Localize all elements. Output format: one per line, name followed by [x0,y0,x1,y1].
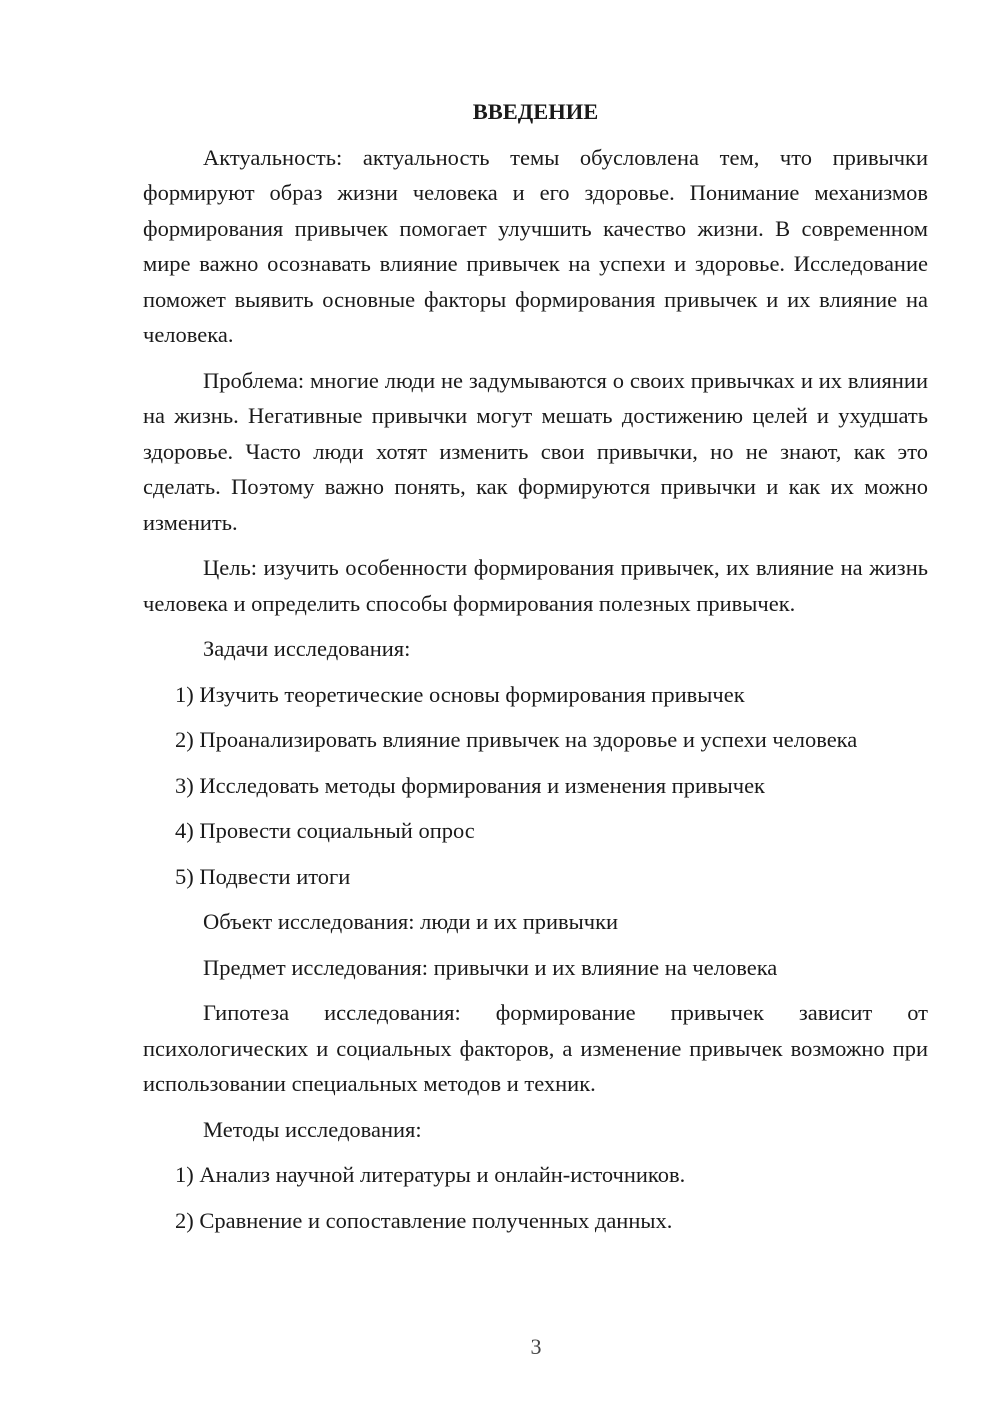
hypothesis-paragraph: Гипотеза исследования: формирование привычек зависит от психологических и социальных факторов, а изменение привычек возможно при использовании специальных методов и техник. [143,1000,928,1096]
task-item: 1) Изучить теоретические основы формирования привычек [175,681,745,707]
research-object: Объект исследования: люди и их привычки [203,909,619,934]
task-item: 3) Исследовать методы формирования и изменения привычек [175,772,765,798]
method-item: 2) Сравнение и сопоставление полученных данных. [175,1207,673,1233]
page-title: ВВЕДЕНИЕ [472,99,599,124]
relevance-paragraph: Актуальность: актуальность темы обусловлена тем, что привычки формируют образ жизни человека и его здоровье. Понимание механизмов формирования привычек помогает улучшить качество жизни. В современном мире важно осознавать влияние привычек на успехи и здоровье. Исследование поможет выявить основные факторы формирования привычек и их влияние на человека. [143,144,928,347]
task-item: 4) Провести социальный опрос [175,818,475,843]
page-number: 3 [530,1334,542,1359]
page-content [143,94,928,1248]
research-subject: Предмет исследования: привычки и их влияние на человека [203,954,778,980]
goal-paragraph: Цель: изучить особенности формирования привычек, их влияние на жизнь человека и определить способы формирования полезных привычек. [143,555,928,616]
problem-paragraph: Проблема: многие люди не задумываются о своих привычках и их влиянии на жизнь. Негативные привычки могут мешать достижению целей и ухудшать здоровье. Часто люди хотят изменить свои привычки, но не знают, как это сделать. Поэтому важно понять, как формируются привычки и как их можно изменить. [143,367,928,535]
task-item: 2) Проанализировать влияние привычек на здоровье и успехи человека [175,727,858,752]
task-item: 5) Подвести итоги [175,863,351,889]
methods-heading: Методы исследования: [203,1116,422,1142]
method-item: 1) Анализ научной литературы и онлайн-источников. [175,1162,686,1187]
tasks-heading: Задачи исследования: [203,636,411,661]
